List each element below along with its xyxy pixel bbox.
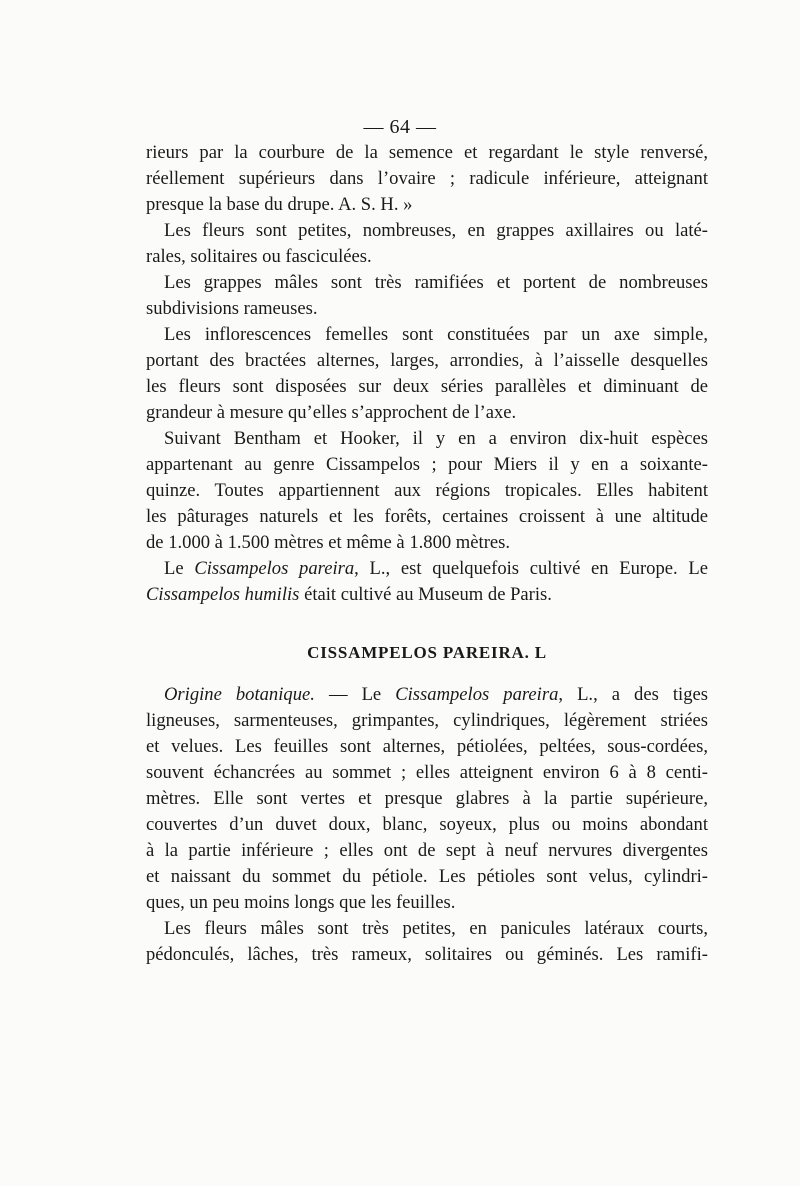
text-fragment: , L., est quelquefois cultivé en Europe. Le — [354, 558, 708, 579]
text-line: Les grappes mâles sont très ramifiées et portent de nombreuses — [164, 272, 708, 293]
body-text-block-2 — [146, 682, 708, 968]
text-line: subdivisions rameuses. — [146, 298, 318, 319]
text-line: appartenant au genre Cissampelos ; pour Miers il y en a soixante- — [146, 454, 708, 475]
text-line: Suivant Bentham et Hooker, il y en a environ dix-huit espèces — [164, 428, 708, 449]
text-line: et naissant du sommet du pétiole. Les pétioles sont velus, cylindri- — [146, 866, 708, 887]
text-line: grandeur à mesure qu’elles s’approchent de l’axe. — [146, 402, 517, 423]
text-line: Les fleurs sont petites, nombreuses, en grappes axillaires ou laté- — [164, 220, 708, 241]
text-line — [146, 556, 708, 582]
text-line: quinze. Toutes appartiennent aux régions tropicales. Elles habitent — [146, 480, 708, 501]
subheading: Origine botanique. — [164, 684, 315, 705]
text-line: Les inflorescences femelles sont constituées par un axe simple, — [164, 324, 708, 345]
text-line: les fleurs sont disposées sur deux séries parallèles et diminuant de — [146, 376, 708, 397]
text-line — [146, 582, 708, 608]
text-line: les pâturages naturels et les forêts, certaines croissent à une altitude — [146, 506, 708, 527]
page-number: — 64 — — [363, 116, 437, 138]
text-line: rales, solitaires ou fasciculées. — [146, 246, 372, 267]
text-fragment: était cultivé au Museum de Paris. — [299, 584, 552, 605]
text-line — [146, 682, 708, 708]
text-fragment: — Le — [314, 684, 396, 705]
text-fragment: , L., a des tiges — [558, 684, 708, 705]
text-line: couvertes d’un duvet doux, blanc, soyeux, plus ou moins abondant — [146, 814, 708, 835]
species-name: Cissampelos humilis — [146, 584, 300, 605]
text-line: pédonculés, lâches, très rameux, solitaires ou géminés. Les ramifi- — [146, 944, 708, 965]
text-line: presque la base du drupe. A. S. H. » — [146, 194, 413, 215]
text-fragment: Le — [164, 558, 195, 579]
text-line: rieurs par la courbure de la semence et regardant le style renversé, — [146, 142, 708, 163]
text-line: de 1.000 à 1.500 mètres et même à 1.800 mètres. — [146, 532, 511, 553]
text-line: réellement supérieurs dans l’ovaire ; radicule inférieure, atteignant — [146, 168, 708, 189]
section-title: CISSAMPELOS PAREIRA. L — [307, 643, 547, 662]
text-line: et velues. Les feuilles sont alternes, pétiolées, peltées, sous-cordées, — [146, 736, 708, 757]
text-line: mètres. Elle sont vertes et presque glabres à la partie supérieure, — [146, 788, 708, 809]
text-line: portant des bractées alternes, larges, arrondies, à l’aisselle desquelles — [146, 350, 708, 371]
text-line: à la partie inférieure ; elles ont de sept à neuf nervures divergentes — [146, 840, 708, 861]
text-line: ligneuses, sarmenteuses, grimpantes, cylindriques, légèrement striées — [146, 710, 708, 731]
species-name: Cissampelos pareira — [395, 684, 559, 705]
text-line: ques, un peu moins longs que les feuilles. — [146, 892, 456, 913]
text-line: Les fleurs mâles sont très petites, en panicules latéraux courts, — [164, 918, 708, 939]
species-name: Cissampelos pareira — [194, 558, 355, 579]
body-text-block-1 — [146, 140, 708, 608]
text-line: souvent échancrées au sommet ; elles atteignent environ 6 à 8 centi- — [146, 762, 708, 783]
